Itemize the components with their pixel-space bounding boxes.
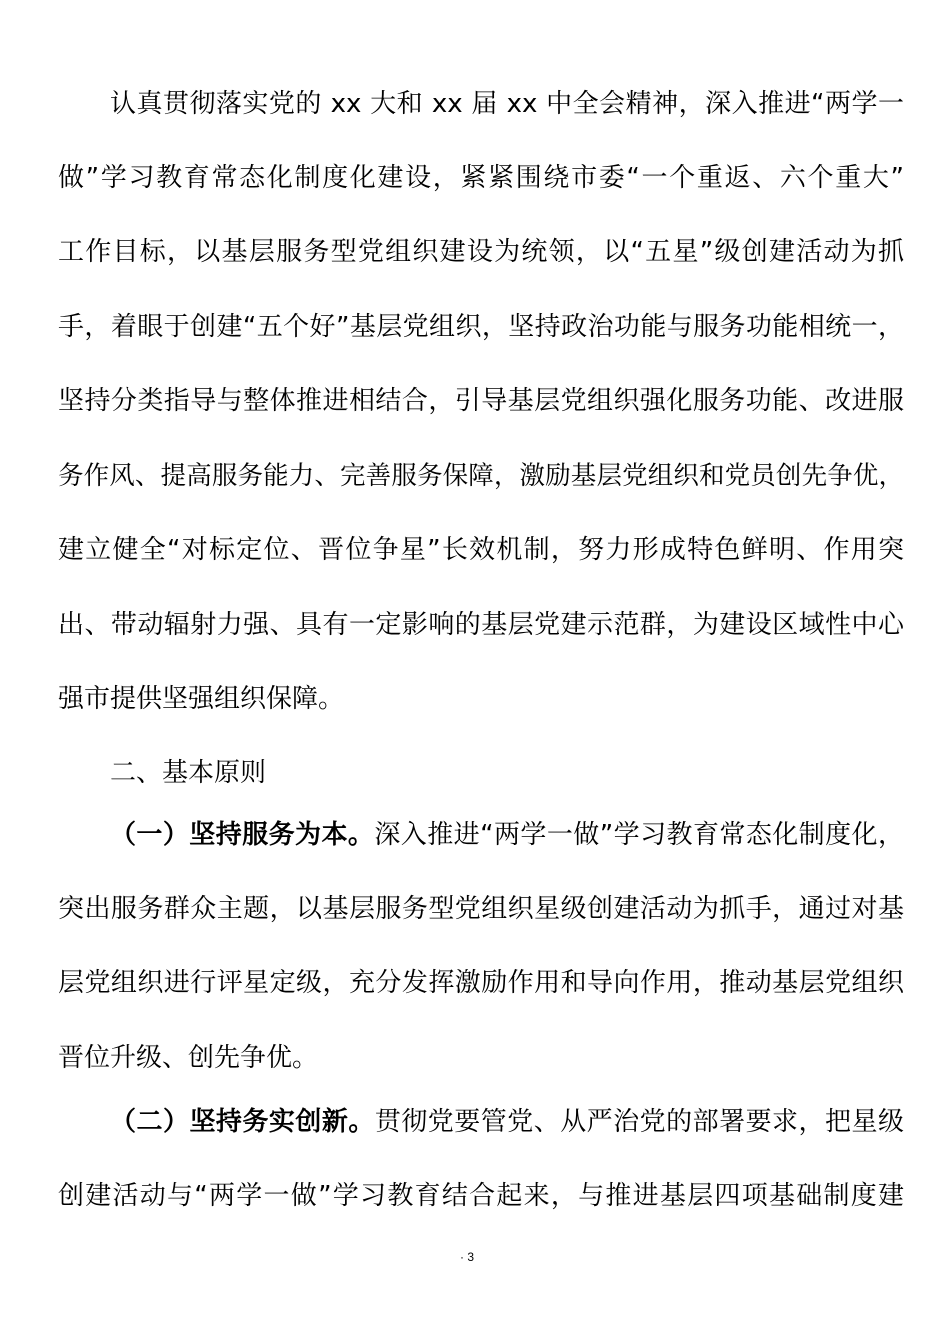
text-line: 出、带动辐射力强、具有一定影响的基层党建示范群，为建设区域性中心 (58, 610, 904, 640)
text-line: 层党组织进行评星定级，充分发挥激励作用和导向作用，推动基层党组织 (58, 968, 904, 998)
text-line: 突出服务群众主题，以基层服务型党组织星级创建活动为抓手，通过对基 (58, 894, 904, 924)
text-line: 认真贯彻落实党的 xx 大和 xx 届 xx 中全会精神，深入推进“两学一 (110, 89, 904, 119)
text-line: 坚持分类指导与整体推进相结合，引导基层党组织强化服务功能、改进服 (58, 386, 904, 416)
principle-title: （二）坚持务实创新。 (110, 1107, 375, 1137)
text-line (110, 1104, 904, 1140)
text-line: 务作风、提高服务能力、完善服务保障，激励基层党组织和党员创先争优， (58, 461, 904, 491)
principle-title: （一）坚持服务为本。 (110, 820, 375, 850)
text-line (110, 817, 904, 853)
text-line: 建立健全“对标定位、晋位争星”长效机制，努力形成特色鲜明、作用突 (58, 535, 904, 565)
text-line: 强市提供坚强组织保障。 (58, 684, 345, 714)
text-line: 创建活动与“两学一做”学习教育结合起来，与推进基层四项基础制度建 (58, 1181, 904, 1211)
section-heading: 二、基本原则 (110, 758, 267, 788)
text-line: 晋位升级、创先争优。 (58, 1043, 319, 1073)
text-line: 做”学习教育常态化制度化建设，紧紧围绕市委“一个重返、六个重大” (58, 163, 904, 193)
text-line: 工作目标，以基层服务型党组织建设为统领，以“五星”级创建活动为抓 (58, 237, 904, 267)
text-line: 手，着眼于创建“五个好”基层党组织，坚持政治功能与服务功能相统一， (58, 312, 904, 342)
page-number: · 3 (460, 1250, 475, 1264)
principle-text: 贯彻党要管党、从严治党的部署要求，把星级 (374, 1107, 904, 1137)
principle-text: 深入推进“两学一做”学习教育常态化制度化， (374, 820, 904, 850)
